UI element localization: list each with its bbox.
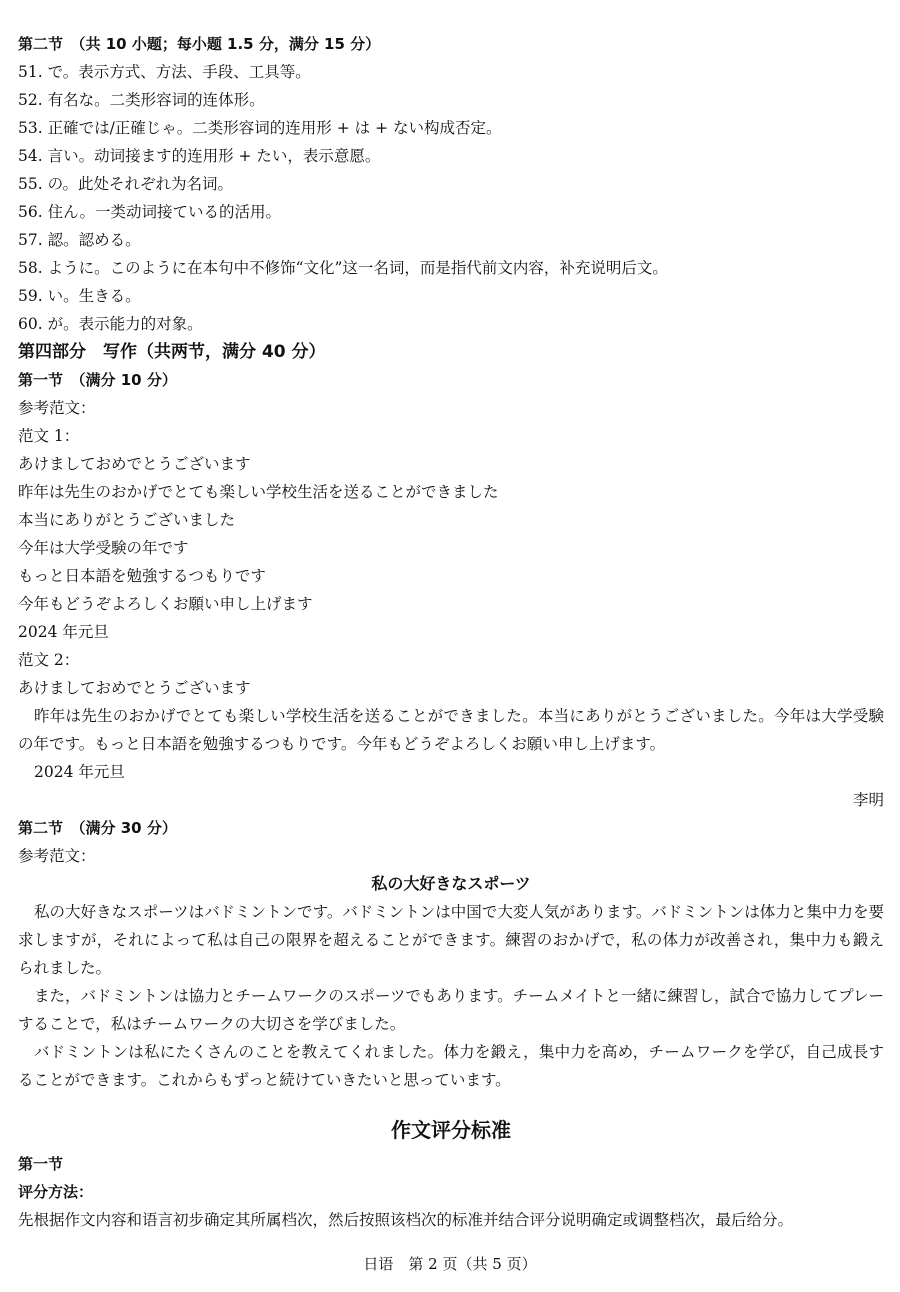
sample1-label: 范文 1：	[18, 427, 80, 445]
sample1-line: 昨年は先生のおかげでとても楽しい学校生活を送ることができました	[18, 483, 499, 501]
essay-title: 私の大好きなスポーツ	[371, 874, 531, 893]
answer-57: 57. 認。認める。	[18, 231, 141, 249]
answer-51: 51. で。表示方式、方法、手段、工具等。	[18, 63, 311, 81]
essay-paragraph: バドミントンは私にたくさんのことを教えてくれました。体力を鍛え，集中力を高め，チームワークを学び，自己成長することができます。これからもずっと続けていきたいと思っています。	[18, 1043, 884, 1089]
sample2-body: 昨年は先生のおかげでとても楽しい学校生活を送ることができました。本当にありがとうございました。今年は大学受験の年です。もっと日本語を勉強するつもりです。今年もどうぞよろしくお願い申し上げます。	[18, 707, 884, 753]
part4-header: 第四部分 写作（共两节，满分 40 分）	[18, 342, 326, 362]
answer-55: 55. の。此处それぞれ为名词。	[18, 175, 233, 193]
scoring-method-label: 评分方法：	[18, 1183, 94, 1201]
writing2-ref-label: 参考范文：	[18, 847, 96, 865]
answer-59: 59. い。生きる。	[18, 287, 141, 305]
answer-56: 56. 住ん。一类动词接ている的活用。	[18, 203, 282, 221]
sample1-line: あけましておめでとうございます	[18, 455, 251, 473]
sample2-date: 2024 年元旦	[34, 763, 125, 781]
sample2-signature: 李明	[852, 791, 884, 809]
sample1-line: 今年もどうぞよろしくお願い申し上げます	[18, 595, 313, 613]
sample2-greeting: あけましておめでとうございます	[18, 679, 251, 697]
sample1-line: 本当にありがとうございました	[18, 511, 236, 529]
sample1-line: もっと日本語を勉強するつもりです	[18, 567, 266, 585]
essay-paragraph: 私の大好きなスポーツはバドミントンです。バドミントンは中国で大変人気があります。バドミントンは体力と集中力を要求しますが，それによって私は自己の限界を超えることができます。練習のおかげで，私の体力が改善され，集中力も鍛えられました。	[18, 903, 884, 977]
document-page	[18, 30, 884, 1234]
answer-54: 54. 言い。动词接ます的连用形 + たい，表示意愿。	[18, 147, 381, 165]
sample1-date: 2024 年元旦	[18, 623, 109, 641]
page-footer: 日语 第 2 页（共 5 页）	[363, 1255, 537, 1273]
scoring-section-label: 第一节	[18, 1155, 64, 1173]
answer-60: 60. が。表示能力的对象。	[18, 315, 203, 333]
scoring-title: 作文评分标准	[391, 1118, 511, 1142]
sample1-line: 今年は大学受験の年です	[18, 539, 189, 557]
essay-paragraph: また，バドミントンは協力とチームワークのスポーツでもあります。チームメイトと一緒に練習し，試合で協力してプレーすることで，私はチームワークの大切さを学びました。	[18, 987, 884, 1033]
answer-53: 53. 正確では/正確じゃ。二类形容词的连用形 + は + ない构成否定。	[18, 119, 502, 137]
writing1-header: 第一节 （满分 10 分）	[18, 371, 177, 389]
section2-header: 第二节 （共 10 小题；每小题 1.5 分，满分 15 分）	[18, 35, 381, 53]
writing1-ref-label: 参考范文：	[18, 399, 96, 417]
scoring-method-text: 先根据作文内容和语言初步确定其所属档次，然后按照该档次的标准并结合评分说明确定或调整档次，最后给分。	[18, 1211, 794, 1229]
answer-58: 58. ように。このように在本句中不修饰“文化”这一名词，而是指代前文内容，补充说明后文。	[18, 259, 668, 277]
writing2-header: 第二节 （满分 30 分）	[18, 819, 177, 837]
answer-52: 52. 有名な。二类形容词的连体形。	[18, 91, 265, 109]
sample2-label: 范文 2：	[18, 651, 80, 669]
